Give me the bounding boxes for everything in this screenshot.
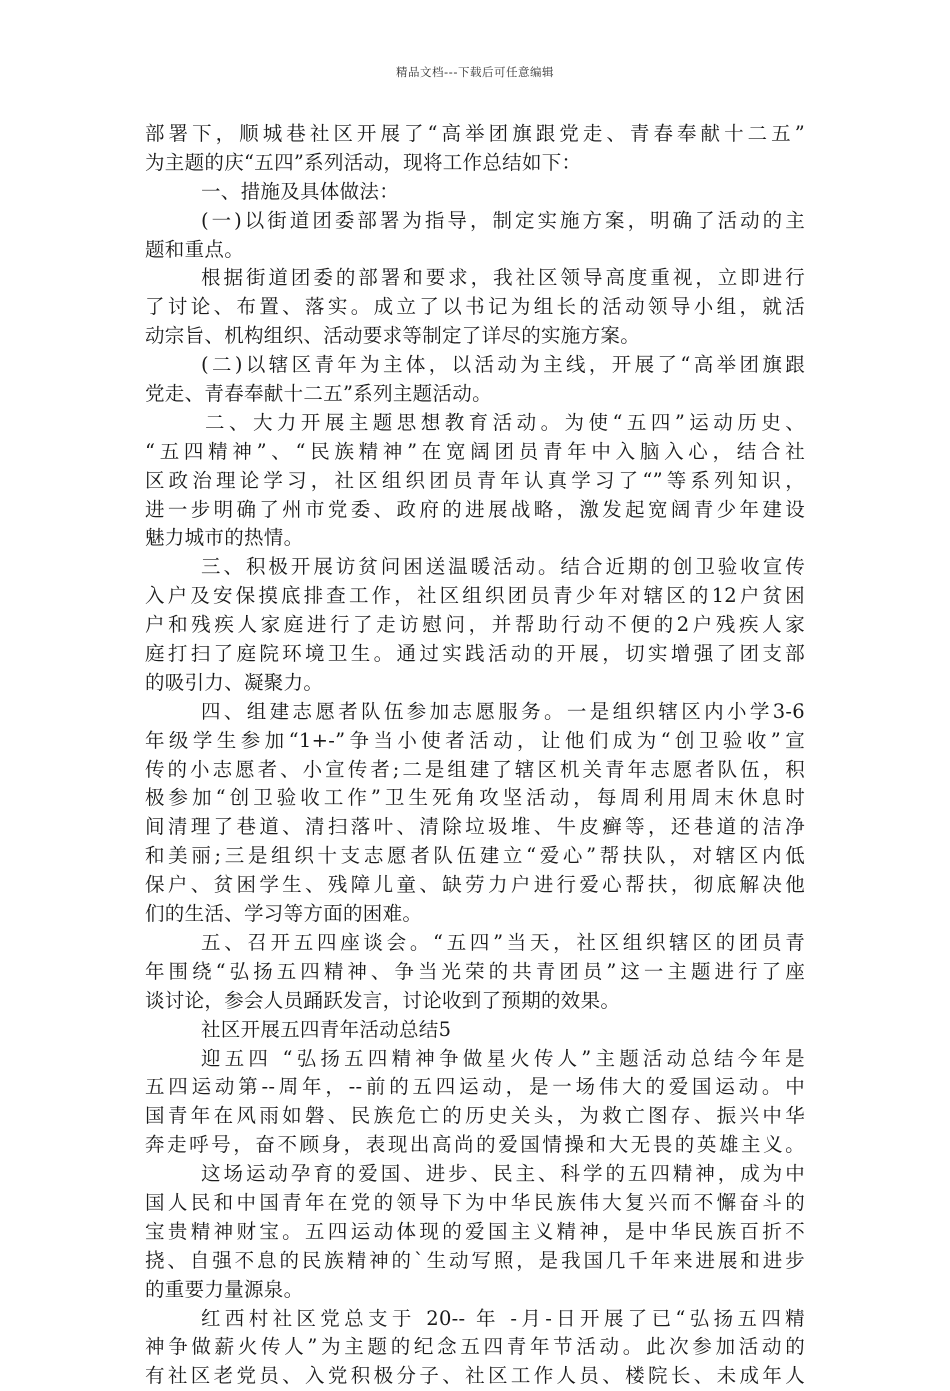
text-line: 四、组建志愿者队伍参加志愿服务。一是组织辖区内小学3-6	[201, 699, 805, 723]
text-line: 这场运动孕育的爱国、进步、民主、科学的五四精神，成为中	[201, 1162, 805, 1186]
text-line: 为主题的庆“五四”系列活动，现将工作总结如下：	[145, 150, 582, 174]
text-line: 的吸引力、凝聚力。	[145, 670, 324, 694]
text-line: 户和残疾人家庭进行了走访慰问，并帮助行动不便的2户残疾人家	[145, 613, 805, 637]
text-line: 年围绕“弘扬五四精神、争当光荣的共青团员”这一主题进行了座	[145, 959, 805, 983]
text-line: 五四运动第--周年，--前的五四运动，是一场伟大的爱国运动。中	[145, 1075, 805, 1099]
text-line: “五四精神”、“民族精神”在宽阔团员青年中入脑入心，结合社	[145, 439, 805, 463]
text-line: 入户及安保摸底排查工作，社区组织团员青少年对辖区的12户贫困	[145, 584, 805, 608]
text-line: 了讨论、布置、落实。成立了以书记为组长的活动领导小组，就活	[145, 295, 805, 319]
text-line: 二、大力开展主题思想教育活动。为使“五四”运动历史、	[205, 410, 805, 434]
text-line: 五、召开五四座谈会。“五四”当天，社区组织辖区的团员青	[201, 930, 805, 954]
text-line: 谈讨论，参会人员踊跃发言，讨论收到了预期的效果。	[145, 988, 621, 1012]
text-line: 部署下，顺城巷社区开展了“高举团旗跟党走、青春奉献十二五”	[145, 122, 805, 145]
text-line: 区政治理论学习，社区组织团员青年认真学习了“”等系列知识，	[145, 468, 805, 492]
text-line: 动宗旨、机构组织、活动要求等制定了详尽的实施方案。	[145, 324, 641, 348]
text-line: 党走、青春奉献十二五”系列主题活动。	[145, 382, 492, 406]
text-line: 和美丽;三是组织十支志愿者队伍建立“爱心”帮扶队，对辖区内低	[145, 844, 805, 868]
text-line: 宝贵精神财宝。五四运动体现的爱国主义精神，是中华民族百折不	[145, 1219, 805, 1243]
text-line: (二)以辖区青年为主体，以活动为主线，开展了“高举团旗跟	[201, 353, 805, 377]
text-line: 根据街道团委的部署和要求，我社区领导高度重视，立即进行	[201, 266, 805, 290]
text-line: 极参加“创卫验收工作”卫生死角攻坚活动，每周利用周末休息时	[145, 786, 805, 810]
text-line: 社区开展五四青年活动总结5	[201, 1017, 452, 1041]
text-line: 三、积极开展访贫问困送温暖活动。结合近期的创卫验收宣传	[201, 555, 805, 579]
text-line: 年级学生参加“1+-”争当小使者活动，让他们成为“创卫验收”宣	[145, 728, 805, 752]
text-line: 们的生活、学习等方面的困难。	[145, 902, 423, 926]
text-line: 魅力城市的热情。	[145, 526, 304, 550]
text-line: 庭打扫了庭院环境卫生。通过实践活动的开展，切实增强了团支部	[145, 642, 805, 666]
text-line: 有社区老党员、入党积极分子、社区工作人员、楼院长、未成年人	[145, 1364, 805, 1388]
text-line: 红西村社区党总支于 20-- 年 -月-日开展了已“弘扬五四精	[201, 1306, 805, 1330]
text-line: 神争做薪火传人”为主题的纪念五四青年节活动。此次参加活动的	[145, 1335, 805, 1359]
text-line: 一、措施及具体做法：	[201, 179, 400, 203]
text-line: 国人民和中国青年在党的领导下为中华民族伟大复兴而不懈奋斗的	[145, 1190, 805, 1214]
text-line: 国青年在风雨如磐、民族危亡的历史关头，为救亡图存、振兴中华	[145, 1104, 805, 1128]
text-line: 进一步明确了州市党委、政府的进展战略，激发起宽阔青少年建设	[145, 497, 805, 521]
text-line: 间清理了巷道、清扫落叶、清除垃圾堆、牛皮癣等，还巷道的洁净	[145, 815, 805, 839]
text-line: 挠、自强不息的民族精神的`生动写照，是我国几千年来进展和进步	[145, 1248, 805, 1272]
text-line: 的重要力量源泉。	[145, 1277, 304, 1301]
text-line: 奔走呼号，奋不顾身，表现出高尚的爱国情操和大无畏的英雄主义。	[145, 1133, 805, 1157]
text-line: 传的小志愿者、小宣传者;二是组建了辖区机关青年志愿者队伍，积	[145, 757, 805, 781]
text-line: (一)以街道团委部署为指导，制定实施方案，明确了活动的主	[201, 208, 805, 232]
text-line: 保户、贫困学生、残障儿童、缺劳力户进行爱心帮扶，彻底解决他	[145, 873, 805, 897]
page-header: 精品文档---下载后可任意编辑	[396, 65, 554, 79]
document-body	[145, 120, 805, 1391]
text-line: 题和重点。	[145, 237, 245, 261]
text-line: 迎五四 “弘扬五四精神争做星火传人”主题活动总结今年是	[201, 1046, 805, 1070]
